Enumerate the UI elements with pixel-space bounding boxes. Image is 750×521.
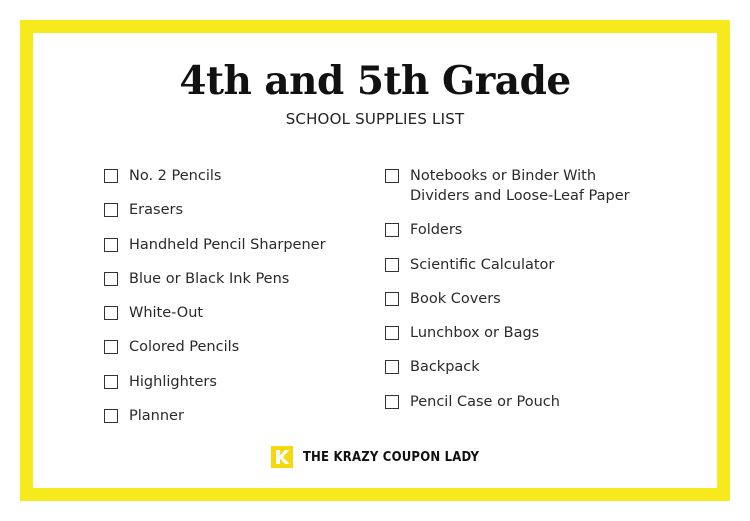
supply-item [104,235,326,255]
supply-item [385,323,630,343]
supply-item-label: No. 2 Pencils [129,168,222,184]
checkbox-icon [385,326,399,340]
checkbox-icon [104,238,118,252]
checkbox-icon [385,223,399,237]
supply-item [104,337,326,357]
supply-item [385,357,630,377]
supply-item-label: White-Out [129,305,204,322]
supply-item-label: Colored Pencils [129,339,240,356]
page-title: 4th and 5th Grade [179,58,571,104]
supplies-column-left [104,166,326,440]
supply-item-label: Handheld Pencil Sharpener [129,236,326,253]
page-subtitle: SCHOOL SUPPLIES LIST [285,110,465,128]
supply-item [385,220,630,240]
checkbox-icon [385,360,399,374]
supply-item [104,406,326,426]
checkbox-icon [385,292,399,306]
supply-item-label: Blue or Black Ink Pens [129,270,290,287]
supply-item-label: Highlighters [129,373,217,390]
supply-item [385,255,630,275]
supply-item-label: Planner [129,408,184,425]
checkbox-icon [385,258,399,272]
supply-item-label: Erasers [129,202,183,219]
checkbox-icon [104,169,118,183]
supply-item [385,166,630,206]
checkbox-icon [104,203,118,217]
supply-item [104,269,326,289]
brand-footer [0,446,750,468]
checkbox-icon [385,395,399,409]
supply-item-label: Book Covers [410,290,501,307]
supply-item-label: Folders [410,222,463,239]
checkbox-icon [385,169,399,183]
brand-name: THE KRAZY COUPON LADY [302,449,480,465]
supply-item-label: Lunchbox or Bags [410,325,540,342]
supply-item [104,200,326,220]
supply-item-label-line2: Dividers and Loose-Leaf Paper [410,188,630,204]
supply-item [104,303,326,323]
checkbox-icon [104,340,118,354]
supply-item-label: Backpack [410,359,480,376]
checkbox-icon [104,272,118,286]
checkbox-icon [104,306,118,320]
checkbox-icon [104,409,118,423]
supply-item [385,392,630,412]
supply-item-label-line1: Notebooks or Binder With [410,168,597,184]
checkbox-icon [104,375,118,389]
supply-item [104,166,326,186]
supply-item-label: Scientific Calculator [410,256,555,273]
supply-item-label: Pencil Case or Pouch [410,393,560,410]
supplies-column-right [385,166,630,426]
krazy-coupon-lady-logo-icon [271,446,293,468]
supply-item [385,289,630,309]
supply-item [104,372,326,392]
